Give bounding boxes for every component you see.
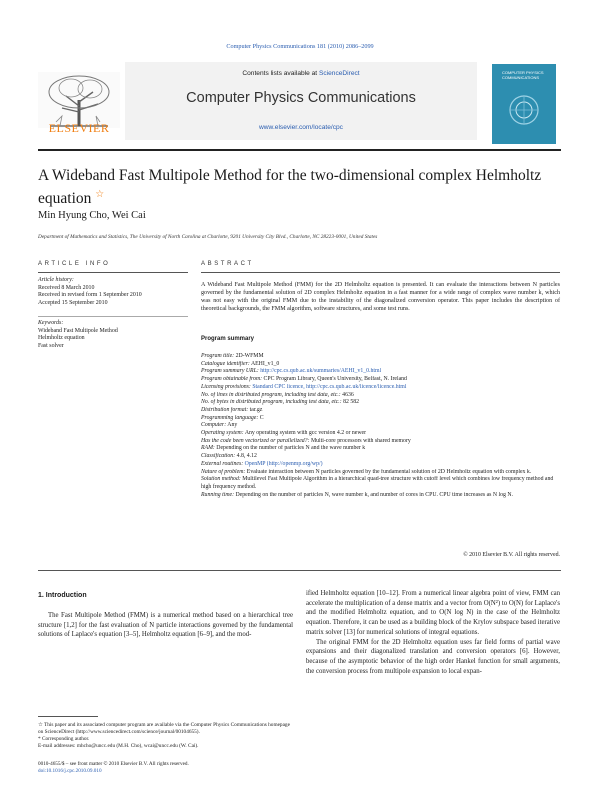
journal-cover-thumbnail[interactable] (492, 64, 556, 144)
abstract-heading: ABSTRACT (201, 261, 254, 267)
program-summary-url-link[interactable]: http://cpc.cs.qub.ac.uk/summaries/AEHI_v1_0.html (260, 368, 382, 375)
doi-link[interactable]: doi:10.1016/j.cpc.2010.09.010 (38, 767, 102, 774)
footnote-emails: E-mail addresses: mhcho@uncc.edu (M.H. Cho), wcai@uncc.edu (W. Cai). (38, 743, 199, 749)
program-obtainable-row: Program obtainable from: CPC Program Library, Queen's University, Belfast, N. Ireland (201, 376, 407, 383)
header-divider (38, 149, 561, 151)
program-title-row: Program title: 2D-WFMM (201, 353, 264, 359)
abstract-text: A Wideband Fast Multipole Method (FMM) for the 2D Helmholtz equation is presented. It can evaluate the interactions between N particles governed by the fundamental solution of 2D complex Helmholtz equation in a fast manner for a wide range of complex wave number k, which was not easy with the original FMM due to the instability of the diagonalized conversion operator. This paper includes the description of theoretical backgrounds, the FMM algorithm, software structures, and some test runs. (201, 282, 560, 312)
elsevier-wordmark: ELSEVIER (48, 121, 110, 135)
footnotes (38, 722, 293, 750)
author-list: Min Hyung Cho, Wei Cai (38, 210, 146, 221)
history-divider (38, 316, 188, 317)
intro-left-column (38, 611, 293, 640)
operating-system-row: Operating system: Any operating system with gcc version 4.2 or newer (201, 430, 367, 437)
history-revised: Received in revised form 1 September 2010 (38, 292, 142, 299)
keyword-item: Wideband Fast Multipole Method (38, 327, 118, 334)
ram-row: RAM: Depending on the number of particles N and the wave number k (201, 445, 366, 452)
parallelized-row: Has the code been vectorized or parallelized?: Multi-core processors with shared memory (201, 437, 411, 444)
front-matter (38, 761, 293, 775)
licence-link[interactable]: Standard CPC licence, http://cpc.cs.qub.ac.uk/licence/licence.html (252, 383, 407, 390)
licensing-row: Licensing provisions: Standard CPC licence, http://cpc.cs.qub.ac.uk/licence/licence.html (201, 383, 407, 390)
title-footnote-marker[interactable]: ☆ (95, 189, 105, 200)
article-info-heading: ARTICLE INFO (38, 261, 111, 267)
keyword-item: Helmholtz equation (38, 335, 85, 342)
abstract-rule (201, 272, 560, 273)
history-received: Received 8 March 2010 (38, 284, 95, 291)
nature-of-problem-row: Nature of problem: Evaluate interaction between N particles governed by the fundamental solution of 2D Helmholtz equation with complex k. (201, 468, 532, 475)
section-heading-introduction: 1. Introduction (38, 592, 87, 599)
abstract-bottom-rule (38, 570, 561, 571)
program-summary (201, 353, 560, 499)
contents-line (125, 70, 477, 77)
keywords-label: Keywords: (38, 320, 64, 326)
openmp-link[interactable]: OpenMP (http://openmp.org/wp/) (244, 460, 323, 467)
contents-prefix: Contents lists available at (242, 70, 319, 77)
bytes-row: No. of bytes in distributed program, including test data, etc.: 82 582 (201, 399, 360, 406)
distribution-format-row: Distribution format: tar.gz (201, 406, 263, 413)
intro-paragraph: ified Helmholtz equation [10–12]. From a numerical linear algebra point of view, FMM can accelerate the multiplication of a dense matrix and a vector from O(N²) to O(N) for Laplace's and the modified Helmholtz equation, and to O(N log N) in the case of the Helmholtz equation. Therefore, it can be used as a building block of the Krylov subspace based iterative matrix solver [13] for numerical solutions of integral equations. (306, 590, 560, 636)
article-title-text: A Wideband Fast Multipole Method for the two-dimensional complex Helmholtz equation (38, 167, 542, 208)
footnote-rule (38, 716, 98, 717)
intro-paragraph: The Fast Multipole Method (FMM) is a numerical method based on a hierarchical tree structure [1,2] for the fast evaluation of N particle interactions governed by the fundamental solutions of Laplace's equation [3–5], Helmholtz equation [6–9], and the mod- (38, 612, 293, 639)
keywords (38, 320, 188, 350)
running-time-row: Running time: Depending on the number of particles N, wave number k, and number of cores in CPU. CPU time increases as N log N. (201, 491, 514, 498)
history-label: Article history: (38, 277, 74, 283)
footnote-corresponding: * Corresponding author. (38, 736, 90, 742)
journal-reference[interactable]: Computer Physics Communications 181 (2010) 2086–2099 (226, 43, 374, 50)
issn-line: 0010-4655/$ – see front matter © 2010 Elsevier B.V. All rights reserved. (38, 761, 189, 767)
intro-paragraph: The original FMM for the 2D Helmholtz equation uses far field forms of partial wave expansions and their diagonalized translation and conversion operators [6]. However, because of the asymptotic behavior of the high order Hankel function for small arguments, the conversion process from multipole expansion to local expan- (306, 638, 560, 675)
programming-language-row: Programming language: C (201, 414, 264, 421)
article-history (38, 277, 188, 307)
cover-title: COMPUTER PHYSICS COMMUNICATIONS (502, 70, 544, 80)
keyword-item: Fast solver (38, 342, 64, 349)
footnote-star: ☆ This paper and its associated computer program are available via the Computer Physics Communications homepage on ScienceDirect (http://www.sciencedirect.com/science/journal/00104655). (38, 722, 290, 735)
affiliation: Department of Mathematics and Statistics, The University of North Carolina at Charlotte, 9201 University City Blvd., Charlotte, NC 28223-0001, United States (38, 234, 378, 240)
classification-row: Classification: 4.8, 4.12 (201, 453, 257, 460)
cover-graphic (506, 92, 542, 128)
copyright-notice: © 2010 Elsevier B.V. All rights reserved. (463, 552, 560, 558)
catalogue-identifier-row: Catalogue identifier: AEHI_v1_0 (201, 360, 280, 367)
intro-right-column (306, 589, 560, 676)
external-routines-row: External routines: OpenMP (http://openmp.org/wp/) (201, 460, 323, 467)
journal-homepage-link[interactable]: www.elsevier.com/locate/cpc (259, 124, 343, 131)
program-summary-url-row: Program summary URL: http://cpc.cs.qub.ac.uk/summaries/AEHI_v1_0.html (201, 368, 382, 375)
article-info-rule (38, 272, 188, 273)
lines-row: No. of lines in distributed program, including test data, etc.: 4636 (201, 391, 354, 398)
computer-row: Computer: Any (201, 422, 238, 429)
program-summary-heading: Program summary (201, 336, 255, 342)
journal-name: Computer Physics Communications (186, 90, 416, 106)
history-accepted: Accepted 15 September 2010 (38, 299, 108, 306)
solution-method-row: Solution method: Multilevel Fast Multipole Algorithm in a hierarchical quad-tree structure with cutoff level which combines low frequency method and high frequency method. (201, 476, 554, 490)
sciencedirect-link[interactable]: ScienceDirect (318, 70, 360, 77)
article-title (38, 166, 561, 208)
